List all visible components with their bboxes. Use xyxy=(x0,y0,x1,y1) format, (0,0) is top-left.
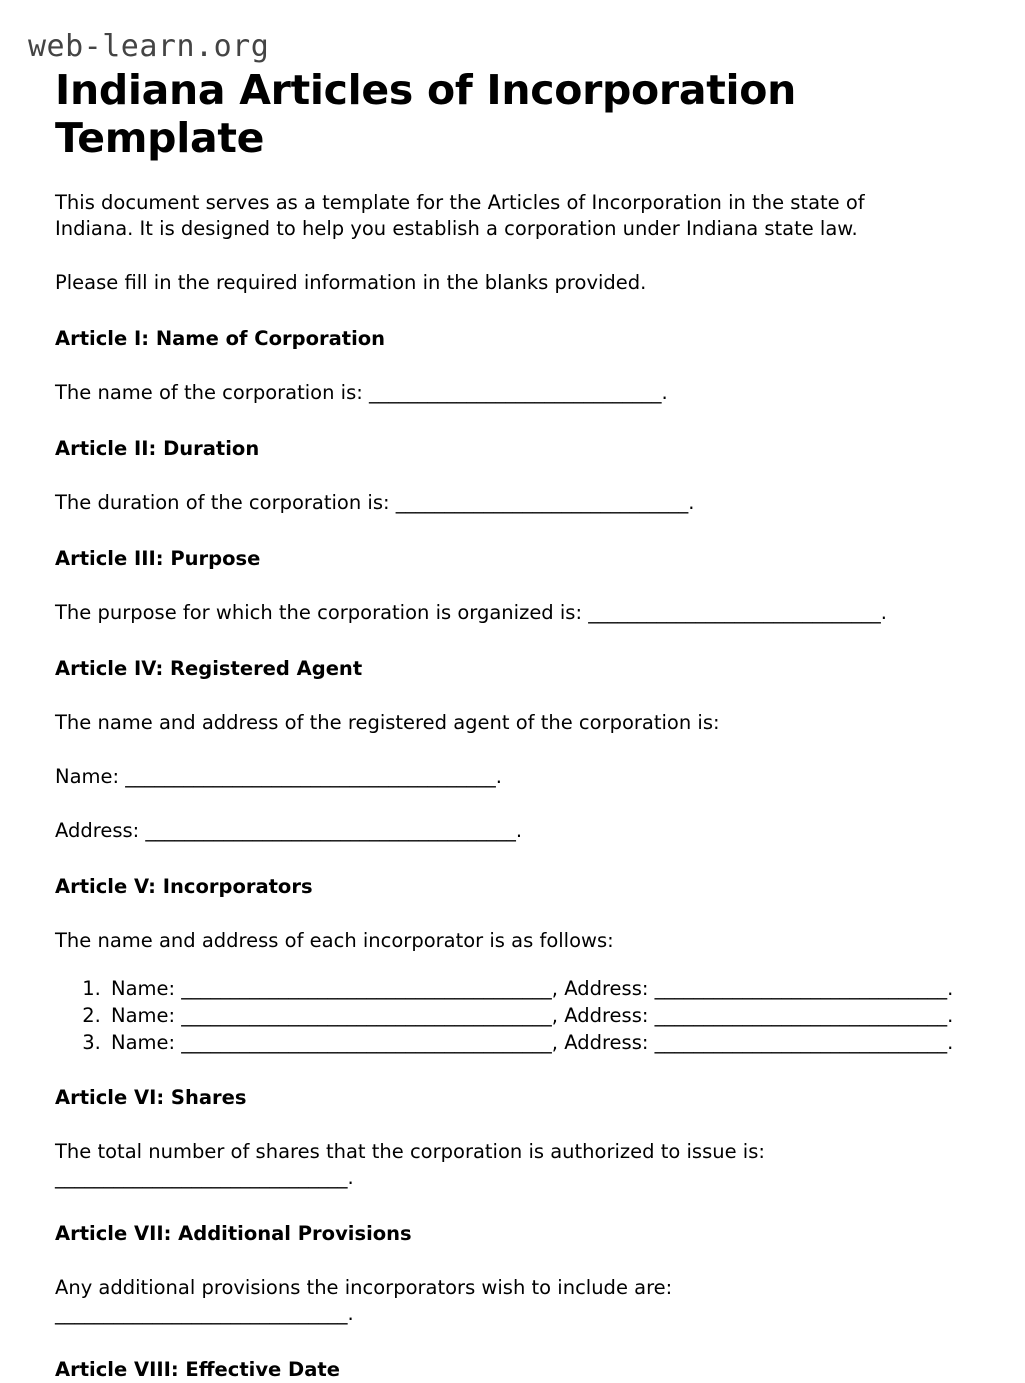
article-2-text: The duration of the corporation is: ______________________________. xyxy=(55,491,695,514)
instruction-paragraph: Please fill in the required information in the blanks provided. xyxy=(55,271,647,294)
article-2-heading: Article II: Duration xyxy=(55,437,260,460)
article-7-text: Any additional provisions the incorporators wish to include are: ______________________________. xyxy=(55,1276,673,1325)
list-item: 1. Name: ______________________________________, Address: ______________________________. xyxy=(107,976,965,1001)
article-1-text: The name of the corporation is: ______________________________. xyxy=(55,381,668,404)
site-logo: web-learn.org xyxy=(28,29,270,64)
article-7-heading: Article VII: Additional Provisions xyxy=(55,1222,412,1245)
article-3-text: The purpose for which the corporation is organized is: ______________________________. xyxy=(55,601,887,624)
incorporators-list xyxy=(55,976,965,1055)
registered-agent-address-line: Address: ______________________________________. xyxy=(55,819,523,842)
list-item: 3. Name: ______________________________________, Address: ______________________________. xyxy=(107,1030,965,1055)
article-1-heading: Article I: Name of Corporation xyxy=(55,327,386,350)
page-title: Indiana Articles of Incorporation Template xyxy=(55,66,797,162)
list-item: 2. Name: ______________________________________, Address: ______________________________. xyxy=(107,1003,965,1028)
registered-agent-name-line: Name: ______________________________________. xyxy=(55,765,502,788)
intro-paragraph: This document serves as a template for the Articles of Incorporation in the state of Indiana. It is designed to help you establish a corporation under Indiana state law. xyxy=(55,191,865,240)
article-6-text: The total number of shares that the corporation is authorized to issue is: ______________________________. xyxy=(55,1140,765,1189)
article-5-text: The name and address of each incorporator is as follows: xyxy=(55,929,614,952)
article-3-heading: Article III: Purpose xyxy=(55,547,261,570)
article-4-text: The name and address of the registered agent of the corporation is: xyxy=(55,711,720,734)
article-5-heading: Article V: Incorporators xyxy=(55,875,313,898)
article-4-heading: Article IV: Registered Agent xyxy=(55,657,363,680)
article-8-heading: Article VIII: Effective Date xyxy=(55,1358,340,1381)
article-6-heading: Article VI: Shares xyxy=(55,1086,247,1109)
